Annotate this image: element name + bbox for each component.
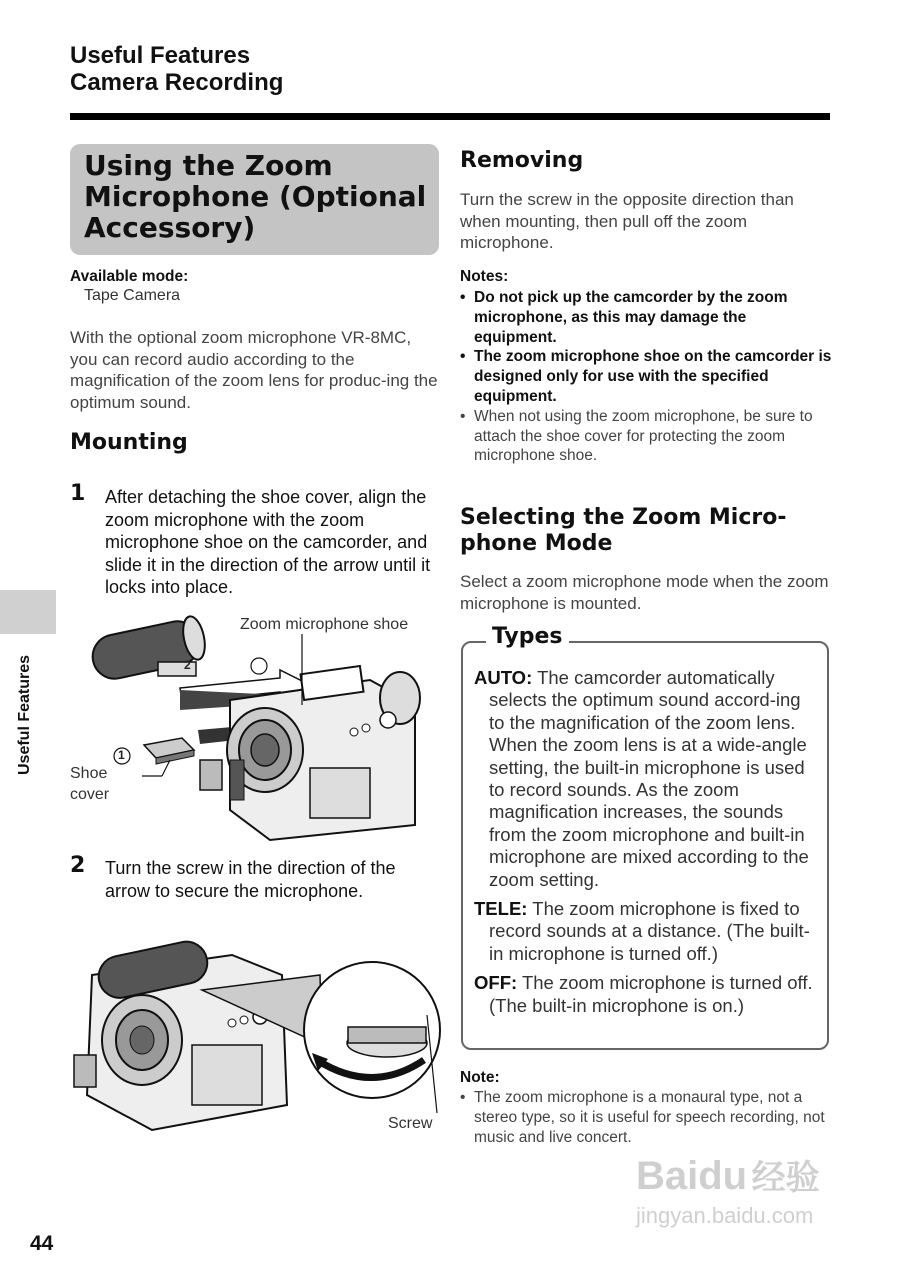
removing-text: Turn the screw in the opposite direction than when mounting, then pull off the zoom microphone.	[460, 190, 794, 252]
page-title: Using the Zoom Microphone (Optional Accessory)	[84, 149, 427, 244]
note-item: • Do not pick up the camcorder by the zoom microphone, as this may damage the equipment.	[460, 288, 832, 347]
header-line2: Camera Recording	[70, 69, 284, 96]
notes-title: Notes:	[460, 268, 509, 285]
side-tab	[0, 590, 56, 634]
camcorder-drawing-2	[74, 938, 287, 1130]
type-tele	[474, 898, 820, 965]
mounting-heading: Mounting	[70, 430, 188, 455]
note-item: • The zoom microphone is a monaural type, not a stereo type, so it is useful for speech recording, not music and live concert.	[460, 1088, 832, 1147]
note-list	[460, 1088, 832, 1147]
step2-number: 2	[70, 853, 86, 878]
types-label: Types	[486, 624, 569, 649]
step2-text: Turn the screw in the direction of the arrow to secure the microphone.	[105, 858, 396, 901]
type-auto	[474, 667, 820, 891]
step1-text: After detaching the shoe cover, align the zoom microphone with the zoom microphone shoe on the camcorder, and slide it in the direction of the arrow until it locks into place.	[105, 487, 431, 597]
type-auto-term: AUTO:	[474, 667, 533, 688]
type-off-desc: The zoom microphone is turned off. (The built-in microphone is on.)	[489, 972, 813, 1016]
header-line1: Useful Features	[70, 42, 251, 69]
callout-2-circle	[251, 658, 267, 674]
note-item: • The zoom microphone shoe on the camcorder is designed only for use with the specified equipment.	[460, 347, 832, 406]
available-mode-value: Tape Camera	[84, 287, 181, 304]
type-tele-desc: The zoom microphone is fixed to record sounds at a distance. (The built-in microphone is turned off.)	[489, 898, 810, 964]
page-number: 44	[30, 1232, 54, 1255]
watermark	[636, 1150, 820, 1229]
section-header	[70, 42, 283, 96]
microphone-drawing	[89, 614, 209, 682]
intro-text: With the optional zoom microphone VR-8MC, you can record audio according to the magnification of the zoom lens for produc-ing the optimum sound.	[70, 328, 438, 412]
label-screw: Screw	[388, 1115, 433, 1132]
step1-number: 1	[70, 481, 86, 506]
label-shoe-cover-line2: cover	[70, 786, 110, 803]
removing-heading: Removing	[460, 148, 584, 173]
note-title: Note:	[460, 1069, 500, 1086]
type-auto-desc: The camcorder automatically selects the optimum sound accord-ing to the magnification of the zoom lens. When the zoom lens is at a wide-angle setting, the built-in microphone is used to record sounds. As the zoom magnification increases, the sounds from the zoom microphone and built-in microphone are mixed according to the zoom setting.	[489, 667, 809, 890]
callout-2-number: 2	[184, 658, 191, 672]
note-item: • When not using the zoom microphone, be sure to attach the shoe cover for protecting the zoom microphone shoe.	[460, 407, 832, 466]
header-rule	[70, 113, 830, 120]
type-tele-term: TELE:	[474, 898, 528, 920]
type-off-term: OFF:	[474, 972, 518, 994]
watermark-url: jingyan.baidu.com	[636, 1203, 814, 1228]
types-list	[474, 667, 820, 1017]
notes-list	[460, 288, 832, 466]
callout-1-number: 1	[118, 748, 125, 762]
label-zoom-microphone-shoe: Zoom microphone shoe	[240, 616, 409, 633]
type-off	[474, 972, 820, 1017]
selecting-text: Select a zoom microphone mode when the zoom microphone is mounted.	[460, 572, 829, 613]
watermark-brand: Baidu	[636, 1154, 748, 1198]
selecting-heading: Selecting the Zoom Micro-phone Mode	[460, 505, 787, 556]
figure-mount-microphone	[70, 610, 440, 850]
figure-secure-screw	[72, 935, 444, 1135]
watermark-cn: 经验	[751, 1159, 820, 1197]
available-mode-label: Available mode:	[70, 268, 189, 285]
side-tab-label: Useful Features	[16, 654, 33, 775]
label-shoe-cover-line1: Shoe	[70, 765, 108, 782]
